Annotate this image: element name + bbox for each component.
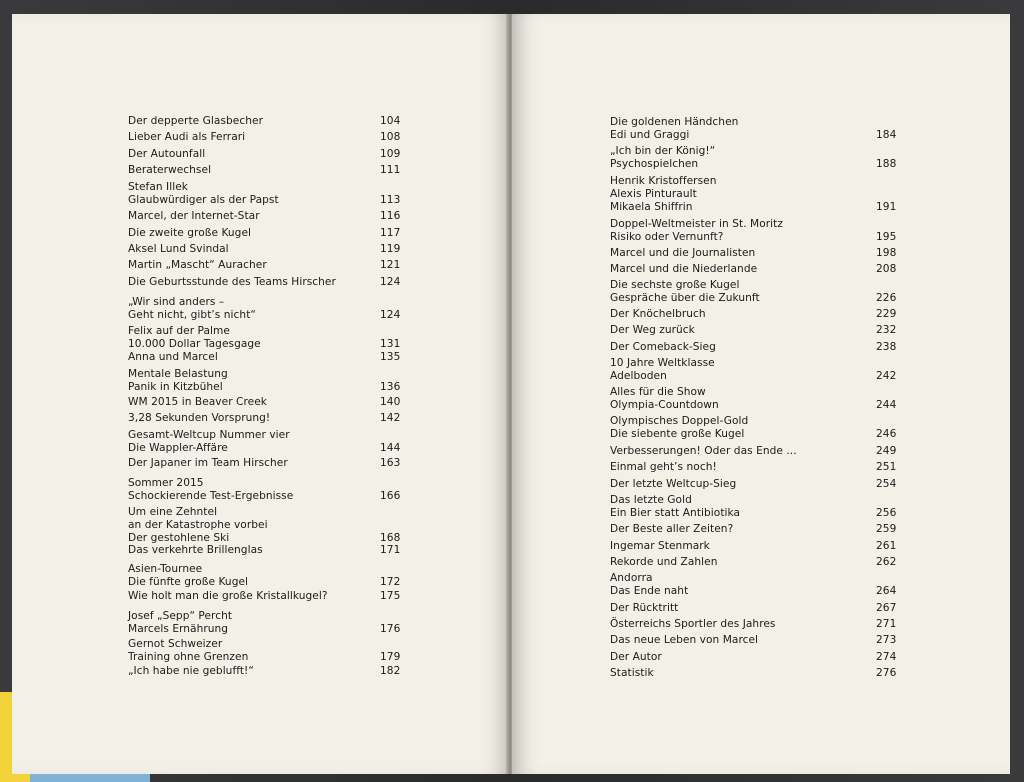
toc-entry-title bbox=[128, 243, 229, 256]
toc-entry-page-number: 104 bbox=[380, 115, 401, 127]
toc-entry-page-number: 208 bbox=[876, 263, 897, 275]
toc-entry-title bbox=[128, 164, 211, 177]
toc-entry-title bbox=[610, 116, 738, 142]
toc-entry-title-line: Sommer 2015 bbox=[128, 477, 204, 489]
toc-entry-title bbox=[610, 523, 733, 536]
toc-entry-title-line: Glaubwürdiger als der Papst bbox=[128, 193, 279, 206]
toc-entry-title-line: 10.000 Dollar Tagesgage bbox=[128, 337, 261, 350]
toc-entry bbox=[610, 540, 910, 553]
toc-entry bbox=[610, 324, 910, 337]
toc-entry bbox=[610, 279, 910, 305]
toc-entry-title-line: Der Japaner im Team Hirscher bbox=[128, 457, 288, 469]
toc-entry-title-line: Die goldenen Händchen bbox=[610, 116, 739, 128]
toc-entry-title-line: Mikaela Shiffrin bbox=[610, 200, 693, 213]
toc-entry-page-number: 176 bbox=[380, 622, 401, 635]
toc-entry-title-line: Das neue Leben von Marcel bbox=[610, 634, 759, 646]
toc-entry-page-number: 238 bbox=[876, 341, 897, 353]
toc-entry-title-line: WM 2015 in Beaver Creek bbox=[128, 396, 267, 408]
toc-entry-title bbox=[610, 145, 715, 171]
toc-entry-page-number: 136 bbox=[380, 380, 401, 393]
toc-entry bbox=[610, 145, 910, 171]
toc-entry-title-line: Alles für die Show bbox=[610, 386, 706, 398]
toc-entry-title bbox=[610, 218, 783, 244]
toc-entry-title-line: Die fünfte große Kugel bbox=[128, 575, 249, 588]
toc-entry-title bbox=[128, 276, 336, 289]
toc-entry-title bbox=[128, 181, 279, 207]
toc-entry-title bbox=[128, 259, 267, 272]
toc-entry-title bbox=[128, 590, 328, 603]
toc-entry-page-number: 274 bbox=[876, 651, 897, 663]
toc-entry-title bbox=[610, 357, 715, 383]
toc-entry-title-line: „Ich habe nie geblufft!“ bbox=[128, 665, 254, 677]
toc-entry bbox=[610, 386, 910, 412]
toc-entry-title-line: Marcels Ernährung bbox=[128, 622, 229, 635]
toc-entry-title bbox=[128, 665, 254, 678]
toc-entry bbox=[128, 396, 428, 409]
toc-entry-title-line: an der Katastrophe vorbei bbox=[128, 518, 268, 531]
toc-entry bbox=[610, 218, 910, 244]
toc-entry bbox=[128, 563, 428, 589]
toc-entry-page-number: 117 bbox=[380, 227, 401, 239]
toc-entry-title-line: Beraterwechsel bbox=[128, 164, 212, 176]
toc-entry-title-line: Gesamt-Weltcup Nummer vier bbox=[128, 429, 290, 441]
toc-entry-page-number: 242 bbox=[876, 369, 897, 382]
toc-entry-title bbox=[610, 478, 736, 491]
right-page bbox=[512, 14, 1010, 774]
toc-entry-page-number: 172 bbox=[380, 575, 401, 588]
toc-entry-page-number: 229 bbox=[876, 308, 897, 320]
toc-entry-page-number: 244 bbox=[876, 398, 897, 411]
toc-entry-title-line: Um eine Zehntel bbox=[128, 506, 218, 518]
toc-entry bbox=[128, 148, 428, 161]
toc-entry bbox=[128, 227, 428, 240]
toc-entry-title-line: Psychospielchen bbox=[610, 157, 699, 170]
toc-entry-page-number: 124 bbox=[380, 308, 401, 321]
toc-entry-title bbox=[128, 506, 268, 544]
toc-entry-title bbox=[128, 210, 260, 223]
toc-entry bbox=[610, 415, 910, 441]
toc-entry bbox=[610, 602, 910, 615]
toc-entry-page-number: 108 bbox=[380, 131, 401, 143]
toc-entry-title-line: Gernot Schweizer bbox=[128, 638, 223, 650]
toc-entry-title-line: Schockierende Test-Ergebnisse bbox=[128, 489, 294, 502]
toc-entry-title-line: Einmal geht’s noch! bbox=[610, 461, 717, 473]
toc-entry bbox=[128, 457, 428, 470]
toc-entry-page-number: 168 bbox=[380, 531, 401, 544]
toc-entry-title-line: Der Rücktritt bbox=[610, 602, 679, 614]
toc-entry-title-line: Panik in Kitzbühel bbox=[128, 380, 223, 393]
toc-entry-title bbox=[610, 651, 662, 664]
toc-entry-title-line: 3,28 Sekunden Vorsprung! bbox=[128, 412, 271, 424]
toc-entry bbox=[610, 263, 910, 276]
toc-entry-page-number: 261 bbox=[876, 540, 897, 552]
toc-entry-title-line: Der Knöchelbruch bbox=[610, 308, 706, 320]
toc-entry-title bbox=[128, 396, 267, 409]
toc-entry-page-number: 246 bbox=[876, 427, 897, 440]
toc-entry bbox=[128, 412, 428, 425]
toc-entry bbox=[610, 247, 910, 260]
toc-entry-title-line: Verbesserungen! Oder das Ende ... bbox=[610, 445, 797, 457]
toc-entry bbox=[610, 175, 910, 213]
toc-entry-title-line: 10 Jahre Weltklasse bbox=[610, 357, 715, 369]
toc-entry-page-number: 251 bbox=[876, 461, 897, 473]
toc-entry bbox=[610, 556, 910, 569]
toc-entry-title-line: Geht nicht, gibt’s nicht“ bbox=[128, 308, 256, 321]
toc-entry-title-line: Die siebente große Kugel bbox=[610, 427, 745, 440]
left-page bbox=[12, 14, 508, 774]
toc-entry bbox=[128, 296, 428, 322]
toc-entry-title-line: Der Comeback-Sieg bbox=[610, 341, 716, 353]
toc-entry bbox=[128, 131, 428, 144]
toc-entry-page-number: 121 bbox=[380, 259, 401, 271]
toc-entry bbox=[610, 478, 910, 491]
toc-entry bbox=[610, 357, 910, 383]
toc-entry bbox=[128, 259, 428, 272]
toc-entry-title-line: „Ich bin der König!“ bbox=[610, 145, 716, 157]
toc-entry-page-number: 175 bbox=[380, 590, 401, 602]
toc-entry-title bbox=[128, 115, 263, 128]
toc-entry-title-line: Marcel, der Internet-Star bbox=[128, 210, 260, 222]
toc-entry bbox=[128, 506, 428, 544]
toc-entry-title bbox=[610, 556, 717, 569]
toc-entry-title bbox=[128, 638, 248, 664]
toc-entry-title bbox=[610, 634, 758, 647]
toc-entry bbox=[128, 665, 428, 678]
toc-entry-title bbox=[128, 325, 261, 351]
toc-entry bbox=[128, 164, 428, 177]
toc-entry-title bbox=[128, 477, 293, 503]
toc-entry-title-line: Josef „Sepp“ Percht bbox=[128, 610, 233, 622]
toc-entry-title-line: Das letzte Gold bbox=[610, 494, 692, 506]
toc-entry-title bbox=[610, 247, 755, 260]
toc-entry-title-line: Aksel Lund Svindal bbox=[128, 243, 229, 255]
toc-entry-title bbox=[610, 175, 716, 213]
toc-entry bbox=[128, 590, 428, 603]
toc-entry-page-number: 171 bbox=[380, 544, 401, 556]
toc-entry-title bbox=[128, 227, 251, 240]
toc-entry-title bbox=[128, 610, 232, 636]
toc-entry-title-line: Lieber Audi als Ferrari bbox=[128, 131, 246, 143]
toc-entry-title bbox=[128, 412, 270, 425]
toc-entry-title-line: Henrik Kristoffersen bbox=[610, 175, 717, 187]
toc-entry-title-line: Asien-Tournee bbox=[128, 563, 203, 575]
toc-entry-title-line: Rekorde und Zahlen bbox=[610, 556, 718, 568]
toc-entry bbox=[610, 461, 910, 474]
toc-entry bbox=[128, 210, 428, 223]
toc-entry bbox=[610, 308, 910, 321]
toc-entry-title-line: Martin „Mascht“ Auracher bbox=[128, 259, 267, 271]
toc-entry-page-number: 113 bbox=[380, 193, 401, 206]
toc-entry-page-number: 184 bbox=[876, 128, 897, 141]
toc-entry-title-line: Die zweite große Kugel bbox=[128, 227, 252, 239]
toc-entry-page-number: 195 bbox=[876, 230, 897, 243]
toc-entry-title-line: Mentale Belastung bbox=[128, 368, 228, 380]
toc-entry-title bbox=[128, 296, 256, 322]
toc-entry-title bbox=[128, 544, 263, 557]
toc-entry-page-number: 144 bbox=[380, 441, 401, 454]
toc-entry-title bbox=[128, 131, 245, 144]
toc-entry-title-line: Die sechste große Kugel bbox=[610, 279, 740, 291]
toc-entry-title bbox=[610, 572, 688, 598]
toc-entry bbox=[128, 243, 428, 256]
toc-entry-page-number: 226 bbox=[876, 291, 897, 304]
toc-entry-page-number: 119 bbox=[380, 243, 401, 255]
toc-entry-page-number: 259 bbox=[876, 523, 897, 535]
toc-entry-page-number: 191 bbox=[876, 200, 897, 213]
toc-entry-title-line: Die Wappler-Affäre bbox=[128, 441, 228, 454]
toc-entry-title-line: Der depperte Glasbecher bbox=[128, 115, 263, 127]
toc-entry-title-line: Olympia-Countdown bbox=[610, 398, 719, 411]
toc-entry-page-number: 267 bbox=[876, 602, 897, 614]
toc-entry-title-line: Training ohne Grenzen bbox=[128, 650, 249, 663]
toc-entry-title-line: Der gestohlene Ski bbox=[128, 531, 230, 544]
toc-entry-title bbox=[610, 667, 654, 680]
toc-entry-page-number: 249 bbox=[876, 445, 897, 457]
right-toc-list bbox=[512, 14, 1010, 774]
toc-entry-title bbox=[610, 415, 748, 441]
toc-entry-title bbox=[610, 602, 678, 615]
toc-entry-title-line: Der Beste aller Zeiten? bbox=[610, 523, 734, 535]
toc-entry bbox=[610, 618, 910, 631]
toc-entry bbox=[128, 368, 428, 394]
toc-entry-title-line: Wie holt man die große Kristallkugel? bbox=[128, 590, 328, 602]
toc-entry bbox=[610, 445, 910, 458]
toc-entry-title-line: Anna und Marcel bbox=[128, 351, 218, 363]
toc-entry bbox=[610, 667, 910, 680]
toc-entry-page-number: 232 bbox=[876, 324, 897, 336]
toc-entry-title-line: Österreichs Sportler des Jahres bbox=[610, 618, 776, 630]
toc-entry-title-line: Felix auf der Palme bbox=[128, 325, 230, 337]
toc-entry-title bbox=[128, 148, 205, 161]
toc-entry-page-number: 166 bbox=[380, 489, 401, 502]
toc-entry bbox=[128, 276, 428, 289]
toc-entry-title bbox=[610, 445, 797, 458]
toc-entry-title bbox=[610, 618, 776, 631]
toc-entry bbox=[128, 544, 428, 557]
toc-entry-title-line: Olympisches Doppel-Gold bbox=[610, 415, 749, 427]
toc-entry bbox=[128, 181, 428, 207]
toc-entry-title bbox=[610, 540, 710, 553]
toc-entry-page-number: 271 bbox=[876, 618, 897, 630]
toc-entry-title-line: Das Ende naht bbox=[610, 584, 689, 597]
toc-entry-title-line: Edi und Graggi bbox=[610, 128, 690, 141]
toc-entry bbox=[128, 477, 428, 503]
toc-entry-page-number: 124 bbox=[380, 276, 401, 288]
toc-entry-title bbox=[610, 263, 757, 276]
toc-entry-page-number: 142 bbox=[380, 412, 401, 424]
toc-entry-title-line: Adelboden bbox=[610, 369, 667, 382]
toc-entry-page-number: 198 bbox=[876, 247, 897, 259]
toc-entry-title bbox=[128, 429, 290, 455]
toc-entry-page-number: 262 bbox=[876, 556, 897, 568]
toc-entry-title bbox=[610, 324, 695, 337]
toc-entry-page-number: 163 bbox=[380, 457, 401, 469]
toc-entry bbox=[610, 341, 910, 354]
toc-entry-page-number: 109 bbox=[380, 148, 401, 160]
toc-entry-page-number: 111 bbox=[380, 164, 401, 176]
toc-entry-title-line: Marcel und die Niederlande bbox=[610, 263, 758, 275]
toc-entry-title bbox=[610, 494, 740, 520]
toc-entry-title-line: Risiko oder Vernunft? bbox=[610, 230, 724, 243]
toc-entry-title-line: Das verkehrte Brillenglas bbox=[128, 544, 263, 556]
toc-entry bbox=[610, 116, 910, 142]
toc-entry-page-number: 273 bbox=[876, 634, 897, 646]
toc-entry-page-number: 264 bbox=[876, 584, 897, 597]
toc-entry bbox=[128, 429, 428, 455]
toc-entry-title-line: Stefan Illek bbox=[128, 181, 188, 193]
toc-entry-page-number: 116 bbox=[380, 210, 401, 222]
toc-entry bbox=[610, 572, 910, 598]
toc-entry-title bbox=[610, 341, 716, 354]
toc-entry-title-line: Der Weg zurück bbox=[610, 324, 695, 336]
toc-entry bbox=[610, 634, 910, 647]
toc-entry-title-line: Doppel-Weltmeister in St. Moritz bbox=[610, 218, 783, 230]
toc-entry-title-line: Gespräche über die Zukunft bbox=[610, 291, 760, 304]
toc-entry-title-line: Die Geburtsstunde des Teams Hirscher bbox=[128, 276, 336, 288]
toc-entry-title-line: Der Autounfall bbox=[128, 148, 206, 160]
toc-entry-title-line: Marcel und die Journalisten bbox=[610, 247, 756, 259]
toc-entry-title bbox=[610, 308, 706, 321]
toc-entry-title bbox=[128, 457, 288, 470]
toc-entry-page-number: 182 bbox=[380, 665, 401, 677]
toc-entry-title-line: Der Autor bbox=[610, 651, 662, 663]
toc-entry-title bbox=[610, 386, 719, 412]
toc-entry-title-line: „Wir sind anders – bbox=[128, 296, 225, 308]
toc-entry-title-line: Ein Bier statt Antibiotika bbox=[610, 506, 741, 519]
toc-entry bbox=[610, 523, 910, 536]
toc-entry-title-line: Der letzte Weltcup-Sieg bbox=[610, 478, 737, 490]
toc-entry-title-line: Ingemar Stenmark bbox=[610, 540, 710, 552]
toc-entry-title bbox=[610, 279, 760, 305]
toc-entry-page-number: 135 bbox=[380, 351, 401, 363]
toc-entry-title-line: Alexis Pinturault bbox=[610, 187, 697, 200]
toc-entry-title bbox=[128, 368, 228, 394]
toc-entry-page-number: 131 bbox=[380, 337, 401, 350]
toc-entry-title-line: Andorra bbox=[610, 572, 653, 584]
toc-entry-page-number: 276 bbox=[876, 667, 897, 679]
toc-entry bbox=[128, 115, 428, 128]
left-toc-list bbox=[12, 14, 508, 774]
toc-entry bbox=[128, 638, 428, 664]
toc-entry bbox=[128, 351, 428, 364]
toc-entry-page-number: 256 bbox=[876, 506, 897, 519]
toc-entry-title-line: Statistik bbox=[610, 667, 654, 679]
toc-entry-title bbox=[128, 351, 218, 364]
toc-entry-page-number: 140 bbox=[380, 396, 401, 408]
toc-entry bbox=[128, 325, 428, 351]
toc-entry bbox=[128, 610, 428, 636]
toc-entry-title bbox=[610, 461, 717, 474]
toc-entry-page-number: 254 bbox=[876, 478, 897, 490]
toc-entry bbox=[610, 651, 910, 664]
toc-entry-page-number: 188 bbox=[876, 157, 897, 170]
toc-entry-title bbox=[128, 563, 248, 589]
toc-entry bbox=[610, 494, 910, 520]
toc-entry-page-number: 179 bbox=[380, 650, 401, 663]
